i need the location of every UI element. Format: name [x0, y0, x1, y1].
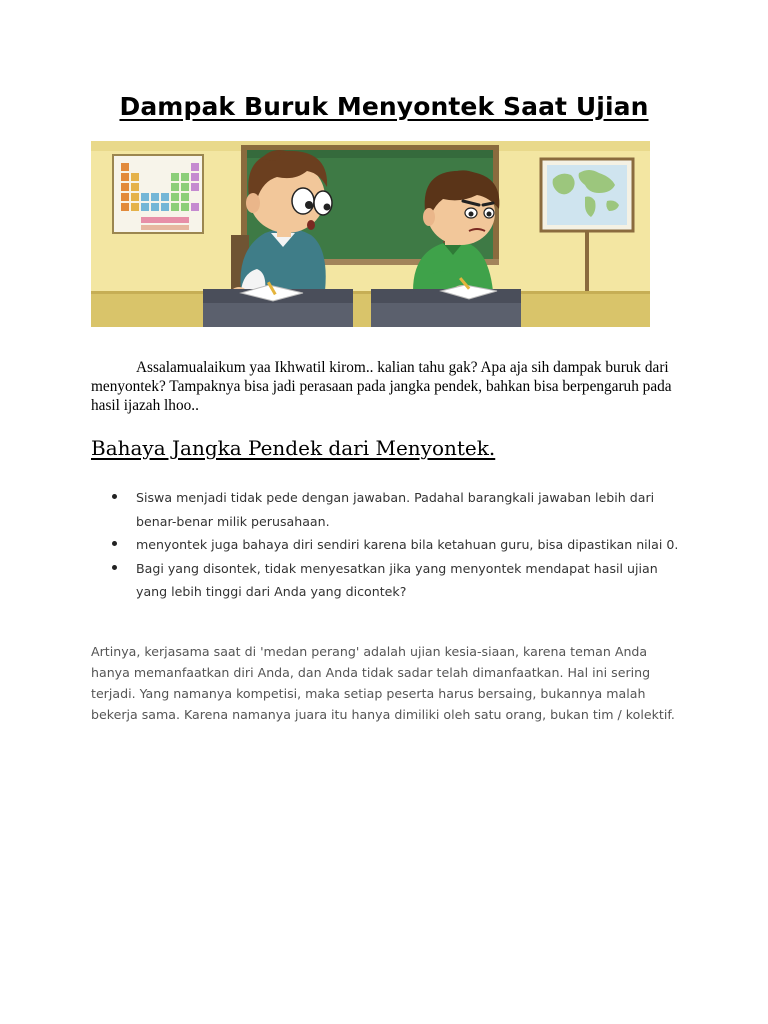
illustration-image — [91, 141, 650, 327]
list-item — [91, 557, 681, 604]
list-item — [91, 486, 681, 533]
list-item — [91, 533, 681, 557]
intro-paragraph: Assalamualaikum yaa Ikhwatil kirom.. kalian tahu gak? Apa aja sih dampak buruk dari menyontek? Tampaknya bisa jadi perasaan pada jangka pendek, bahkan bisa berpengaruh pada hasil ijazah lhoo.. — [91, 359, 672, 414]
body-paragraph: Artinya, kerjasama saat di 'medan perang' adalah ujian kesia-siaan, karena teman Anda hanya memanfaatkan diri Anda, dan Anda tidak sadar telah dimanfaatkan. Hal ini sering terjadi. Yang namanya kompetisi, maka setiap peserta harus bersaing, bukannya malah bekerja sama. Karena namanya juara itu hanya dimiliki oleh satu orang, bukan tim / kolektif. — [91, 644, 675, 722]
list-item-text: Siswa menjadi tidak pede dengan jawaban. Padahal barangkali jawaban lebih dari benar-benar milik perusahaan. — [136, 490, 655, 529]
bullet-icon — [112, 565, 117, 570]
classroom-cheating-illustration — [91, 141, 650, 327]
list-item-text: menyontek juga bahaya diri sendiri karena bila ketahuan guru, bisa dipastikan nilai 0. — [136, 537, 679, 552]
bullet-icon — [112, 494, 117, 499]
document-title: Dampak Buruk Menyontek Saat Ujian — [119, 92, 649, 121]
bullet-icon — [112, 541, 117, 546]
section-heading: Bahaya Jangka Pendek dari Menyontek. — [91, 436, 496, 460]
list-item-text: Bagi yang disontek, tidak menyesatkan jika yang menyontek mendapat hasil ujian yang lebih tinggi dari Anda yang dicontek? — [136, 560, 658, 599]
bullet-list — [91, 486, 681, 604]
